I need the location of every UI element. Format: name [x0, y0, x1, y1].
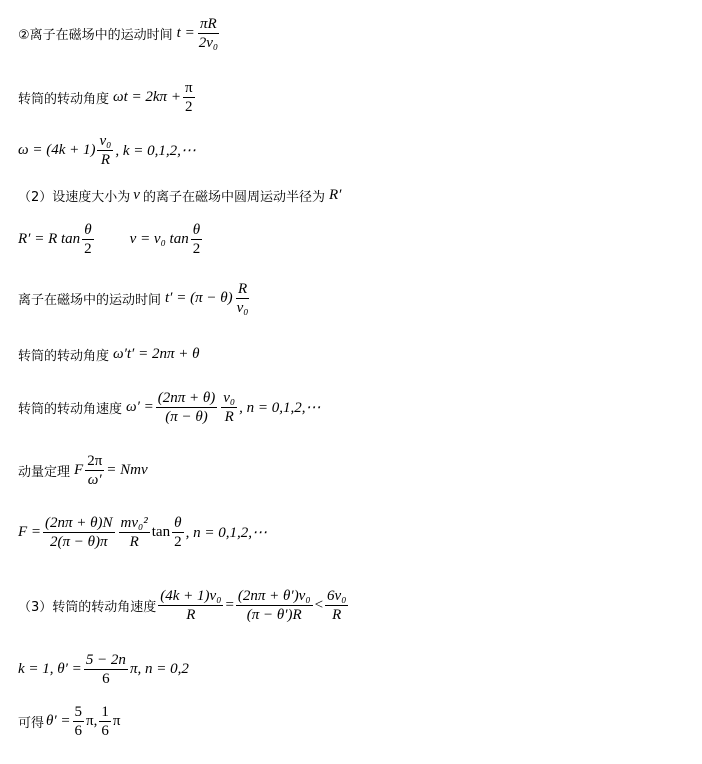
line-5-a-lhs: R′ = R tan	[18, 231, 81, 247]
line-11-den-1: R	[186, 607, 196, 623]
line-9-den: ω′	[87, 472, 102, 488]
line-10-mid: tan	[151, 524, 171, 540]
line-13-fraction-2	[99, 704, 111, 739]
line-13-lhs: θ′ =	[46, 713, 71, 729]
line-3-lhs: ω = (4k + 1)	[18, 142, 96, 158]
line-13-den-1: 6	[74, 723, 83, 739]
line-7-label: 转筒的转动角度	[18, 349, 110, 364]
line-12-den: 6	[102, 671, 110, 687]
line-13	[18, 704, 120, 739]
line-1	[18, 16, 222, 51]
line-12	[18, 652, 189, 687]
line-8-den-2: R	[224, 409, 234, 425]
line-11-fraction-3	[325, 588, 348, 623]
line-1-label: ②离子在磁场中的运动时间	[18, 28, 173, 43]
line-8	[18, 390, 321, 425]
line-8-fraction-2	[221, 390, 237, 425]
line-10-den-3: 2	[174, 534, 182, 550]
line-8-num-2: v₀	[223, 390, 236, 406]
line-13-den-2: 6	[101, 723, 109, 739]
line-4-label: （2）设速度大小为	[18, 190, 131, 205]
line-9-fraction	[85, 453, 104, 488]
line-9-rhs: = Nmv	[106, 462, 148, 478]
line-8-num-1: (2nπ + θ)	[157, 390, 216, 406]
line-8-tail: , n = 0,1,2,⋯	[239, 400, 321, 416]
line-13-tail: π	[112, 713, 121, 729]
line-11-fraction-2	[236, 588, 313, 623]
line-2-lhs: ωt = 2kπ +	[113, 89, 181, 105]
line-6-lhs: t′ = (π − θ)	[165, 290, 233, 306]
line-11-lt: <	[314, 597, 324, 613]
line-9-num: 2π	[87, 453, 103, 469]
line-10-den-2: R	[129, 534, 139, 550]
line-7	[18, 345, 199, 364]
line-5-b-lhs: v = v₀ tan	[129, 231, 189, 247]
line-8-den-1: (π − θ)	[165, 409, 208, 425]
line-5-b-fraction	[191, 222, 203, 257]
line-8-lhs: ω′ =	[126, 399, 154, 415]
line-3	[18, 133, 196, 168]
line-2-den: 2	[184, 99, 193, 115]
line-6	[18, 281, 252, 316]
line-3-num: v₀	[99, 133, 112, 149]
line-2-fraction	[183, 80, 195, 115]
line-10-lhs: F =	[18, 524, 42, 540]
line-11-num-3: 6v₀	[327, 588, 347, 604]
line-2-num: π	[184, 80, 193, 96]
line-10-tail: , n = 0,1,2,⋯	[185, 525, 267, 541]
line-6-label: 离子在磁场中的运动时间	[18, 293, 162, 308]
line-13-fraction-1	[73, 704, 85, 739]
line-1-den: 2v₀	[198, 35, 219, 51]
line-10-fraction-1	[43, 515, 115, 550]
line-8-label: 转筒的转动角速度	[18, 402, 123, 417]
line-10	[18, 515, 267, 550]
line-9-lhs: F	[74, 462, 84, 478]
line-12-tail: π, n = 0,2	[129, 661, 189, 677]
line-4-v: v	[133, 187, 140, 203]
line-6-den: v₀	[236, 300, 249, 316]
line-3-fraction	[97, 133, 113, 168]
line-12-lhs: k = 1, θ′ =	[18, 661, 82, 677]
line-9	[18, 453, 148, 488]
line-13-mid: π,	[86, 713, 98, 729]
line-6-num: R	[237, 281, 248, 297]
line-10-fraction-3	[172, 515, 184, 550]
line-11-label: （3）转筒的转动角速度	[18, 600, 157, 615]
line-5-a-den: 2	[84, 241, 92, 257]
line-10-num-1: (2nπ + θ)N	[45, 515, 113, 531]
line-1-num: πR	[200, 16, 217, 32]
line-3-tail: , k = 0,1,2,⋯	[115, 143, 196, 159]
line-7-expr: ω′t′ = 2nπ + θ	[113, 346, 200, 362]
line-13-label: 可得	[18, 716, 45, 731]
line-5-b-den: 2	[192, 241, 201, 257]
line-10-num-3: θ	[174, 515, 182, 531]
line-11-den-3: R	[332, 607, 342, 623]
line-5-b-num: θ	[192, 222, 201, 238]
line-5-a-num: θ	[84, 222, 92, 238]
line-1-lhs: t =	[176, 25, 195, 41]
line-2	[18, 80, 197, 115]
line-5-a-fraction	[82, 222, 94, 257]
line-4-r: R′	[328, 187, 342, 203]
line-11-fraction-1	[158, 588, 223, 623]
line-2-label: 转筒的转动角度	[18, 92, 110, 107]
line-10-fraction-2	[119, 515, 150, 550]
line-4	[18, 186, 341, 205]
line-10-num-2: mv₀²	[120, 515, 148, 531]
line-12-num: 5 − 2n	[85, 652, 126, 668]
line-6-fraction	[235, 281, 251, 316]
line-10-den-1: 2(π − θ)π	[50, 534, 108, 550]
line-12-fraction	[84, 652, 128, 687]
line-13-num-1: 5	[74, 704, 83, 720]
line-8-fraction-1	[156, 390, 218, 425]
line-11-num-1: (4k + 1)v₀	[160, 588, 222, 604]
line-5	[18, 222, 204, 257]
line-13-num-2: 1	[101, 704, 109, 720]
line-1-fraction	[197, 16, 220, 51]
line-11-num-2: (2nπ + θ′)v₀	[237, 588, 311, 604]
line-11-eq: =	[225, 597, 234, 613]
line-3-den: R	[100, 152, 110, 168]
line-11	[18, 588, 350, 623]
line-4-mid: 的离子在磁场中圆周运动半径为	[142, 190, 325, 205]
line-9-label: 动量定理	[18, 465, 71, 480]
line-11-den-2: (π − θ′)R	[246, 607, 302, 623]
